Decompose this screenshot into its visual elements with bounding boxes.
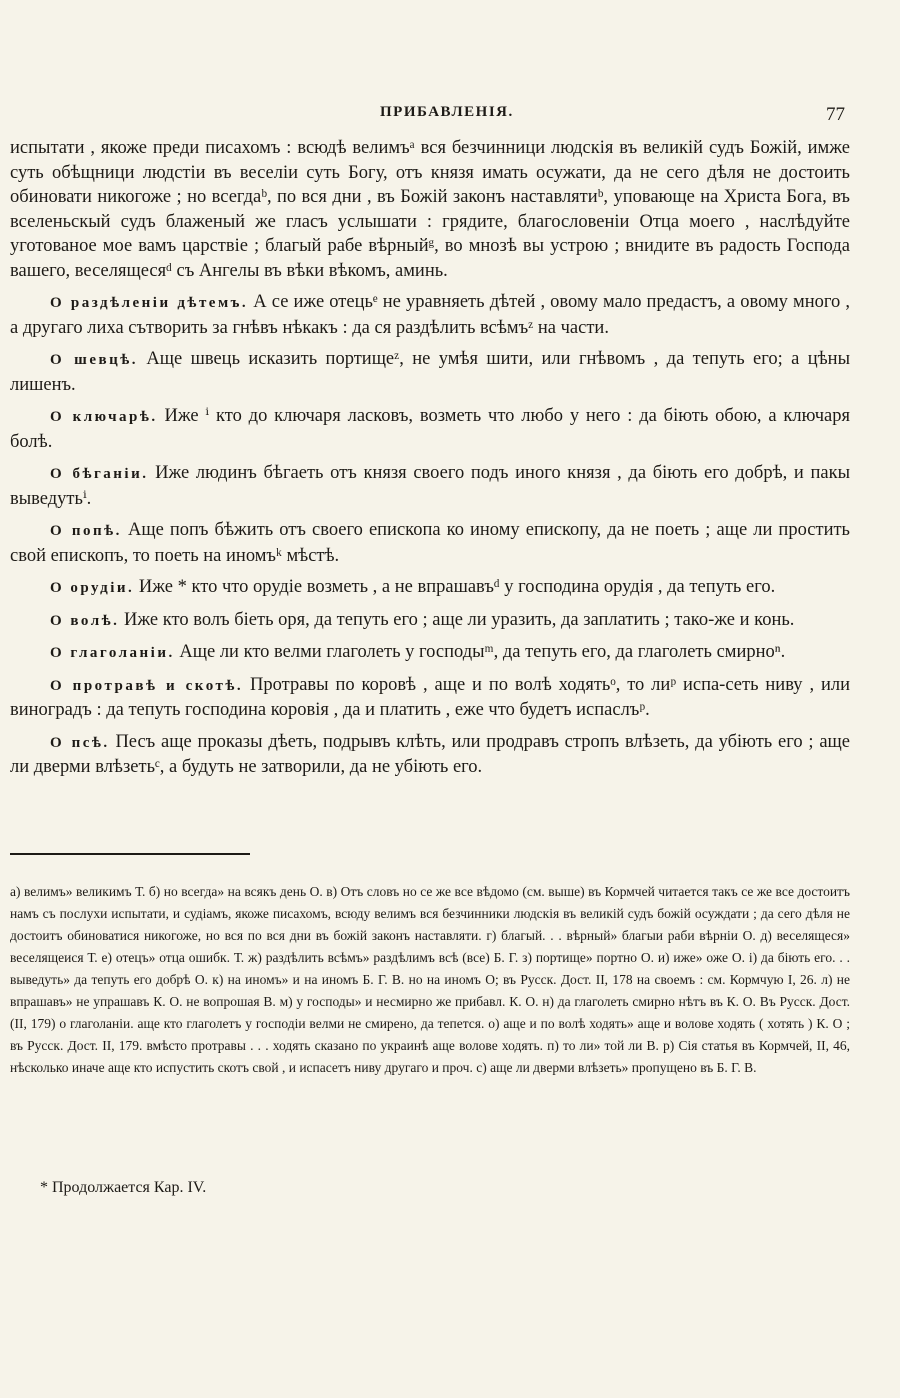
section-razdelenie xyxy=(10,290,850,340)
section-klyuchar xyxy=(10,404,850,454)
section-title: О протравѣ и скотѣ. xyxy=(50,677,244,694)
section-text: А се иже отецьᵉ не уравняеть дѣтей , овому мало предастъ, а овому много , а другаго лиха сътворить за гнѣвъ нѣкакъ : да ся раздѣлить всѣмъᶻ на части. xyxy=(10,292,850,338)
section-text: Иже кто волъ біеть оря, да тепуть его ; аще ли уразить, да заплатить ; тако-же и конь. xyxy=(124,609,795,630)
footnotes-text: а) велимъ» великимъ Т. б) но всегда» на всякъ день О. в) Отъ словъ но се же все вѣдомо (см. выше) въ Кормчей читается такъ се же все достоитъ намъ съ послухи испытати, и судіамъ, якоже писахомъ, всюду велимъ вся безчинники людскія въ великій судъ божій осуждати ; да сего дѣля не достоитъ обиноватися никогоже, но вся по вся дни въ божій законъ наставляти. г) благый. . . вѣрный» благыи раби вѣрніи О. д) веселящеся» веселящеися Т. е) отецъ» отца ошибк. Т. ж) раздѣлить всѣмъ» раздѣлимъ всѣ (все) Б. Г. з) портище» портно О. и) иже» оже О. і) да біють его. . . выведуть» да тепуть его добрѣ О. к) на иномъ» и на иномъ Б. Г. В. но на иномъ О; въ Русск. Дост. II, 178 на своемъ : см. Кормчую I, 26. л) не впрашавъ» не упрашавъ К. О. не вопрошая В. м) у господы» и несмирно же прибавл. К. О. н) да глаголеть смирно нѣтъ въ К. О. Въ Русск. Дост. (II, 179) о глаголаніи. аще кто глаголетъ у господіи велми не смирено, да тепется. о) аще и по волѣ ходять» аще и волове ходять ( хотять ) К. О ; въ Русск. Дост. II, 179. вмѣсто протравы . . . ходять сказано по украинѣ аще волове ходять. п) то ли» той ли В. р) Сія статья въ Кормчей, II, 46, нѣсколько иначе аще кто испустить скотъ свой , и испасетъ ниву другаго и проч. с) аще ли дверми влѣзеть» пропущено въ Б. Г. В. xyxy=(10,884,850,1075)
section-text: Песъ аще проказы дѣеть, подрывъ клѣть, или продравъ стропъ влѣзеть, да убіють его ; аще ли дверми влѣзетьᶜ, а будуть не затворили, да не убіють его. xyxy=(10,731,850,777)
section-text: Иже * кто что орудіе возметь , а не впрашавъᵈ у господина орудія , да тепуть его. xyxy=(138,577,776,597)
section-pes xyxy=(10,730,850,780)
section-title: О бѣганіи. xyxy=(50,466,149,482)
main-text xyxy=(10,136,850,787)
section-text: Аще швець исказить портищеᶻ, не умѣя шити, или гнѣвомъ , да тепуть его; а цѣны лишенъ. xyxy=(10,349,851,395)
section-text: Иже ⁱ кто до ключаря ласковъ, возметь что любо у него : да біють обою, а ключаря болѣ. xyxy=(10,406,851,452)
running-title: ПРИБАВЛЕНІЯ. xyxy=(380,104,514,120)
footnote-divider xyxy=(10,853,250,855)
paragraph-intro xyxy=(10,136,850,283)
section-orudie xyxy=(10,575,850,601)
section-title: О волѣ. xyxy=(50,612,120,629)
section-title: О шевцѣ. xyxy=(50,352,138,368)
section-title: О псѣ. xyxy=(50,734,110,751)
section-text: Аще ли кто велми глаголеть у господыᵐ, да тепуть его, да глаголеть смирноⁿ. xyxy=(179,642,786,662)
section-glagolanie xyxy=(10,640,850,666)
continuation-note: * Продолжается Кар. IV. xyxy=(40,1179,207,1196)
section-protrava xyxy=(10,673,850,723)
section-title: О ключарѣ. xyxy=(50,409,158,425)
section-shvets xyxy=(10,347,850,397)
section-text: Протравы по коровѣ , аще и по волѣ ходятьᵒ, то лиᵖ испа-сеть ниву , или виноградъ : да тепуть господина коровія , да и платить , еже что будетъ испаслъᵖ. xyxy=(10,674,850,720)
section-title: О орудіи. xyxy=(50,580,135,596)
section-text: Аще попъ бѣжить отъ своего епископа ко иному епископу, да не поеть ; аще ли простить свой епископъ, то поеть на иномъᵏ мѣстѣ. xyxy=(10,520,850,566)
page-number: 77 xyxy=(826,104,845,125)
section-pop xyxy=(10,518,850,568)
section-text: Иже людинъ бѣгаеть отъ князя своего подъ иного князя , да біють его добрѣ, и пакы выведутьⁱ. xyxy=(10,463,851,509)
paragraph-text: испытати , якоже преди писахомъ : всюдѣ велимъᵃ вся безчинници людскія въ великій судъ Божій, имже суть обѣщници людстіи въ веселіи суть Богу, отъ князя имать осужати, да не сего дѣля не достоить обиновати никогоже ; но всегдаᵇ, по вся дни , въ Божій законъ наставлятиᵇ, уповающе на Христа Бога, въ вселеньскый судъ блаженый же гласъ услышати : грядите, благословеніи Отца моего , наслѣдуйте уготованое мое вамъ царствіе ; благый рабе вѣрныйᵍ, во мнозѣ вы устрою ; внидите въ радость Господа вашего, веселящесяᵈ съ Ангелы въ вѣки вѣкомъ, аминь. xyxy=(10,138,850,281)
section-beganie xyxy=(10,461,850,511)
section-title: О раздѣленіи дѣтемъ. xyxy=(50,295,249,311)
section-title: О глаголаніи. xyxy=(50,645,175,661)
section-vol xyxy=(10,608,850,634)
footnotes xyxy=(10,881,850,1079)
section-title: О попѣ. xyxy=(50,523,122,539)
page-header xyxy=(10,104,890,128)
